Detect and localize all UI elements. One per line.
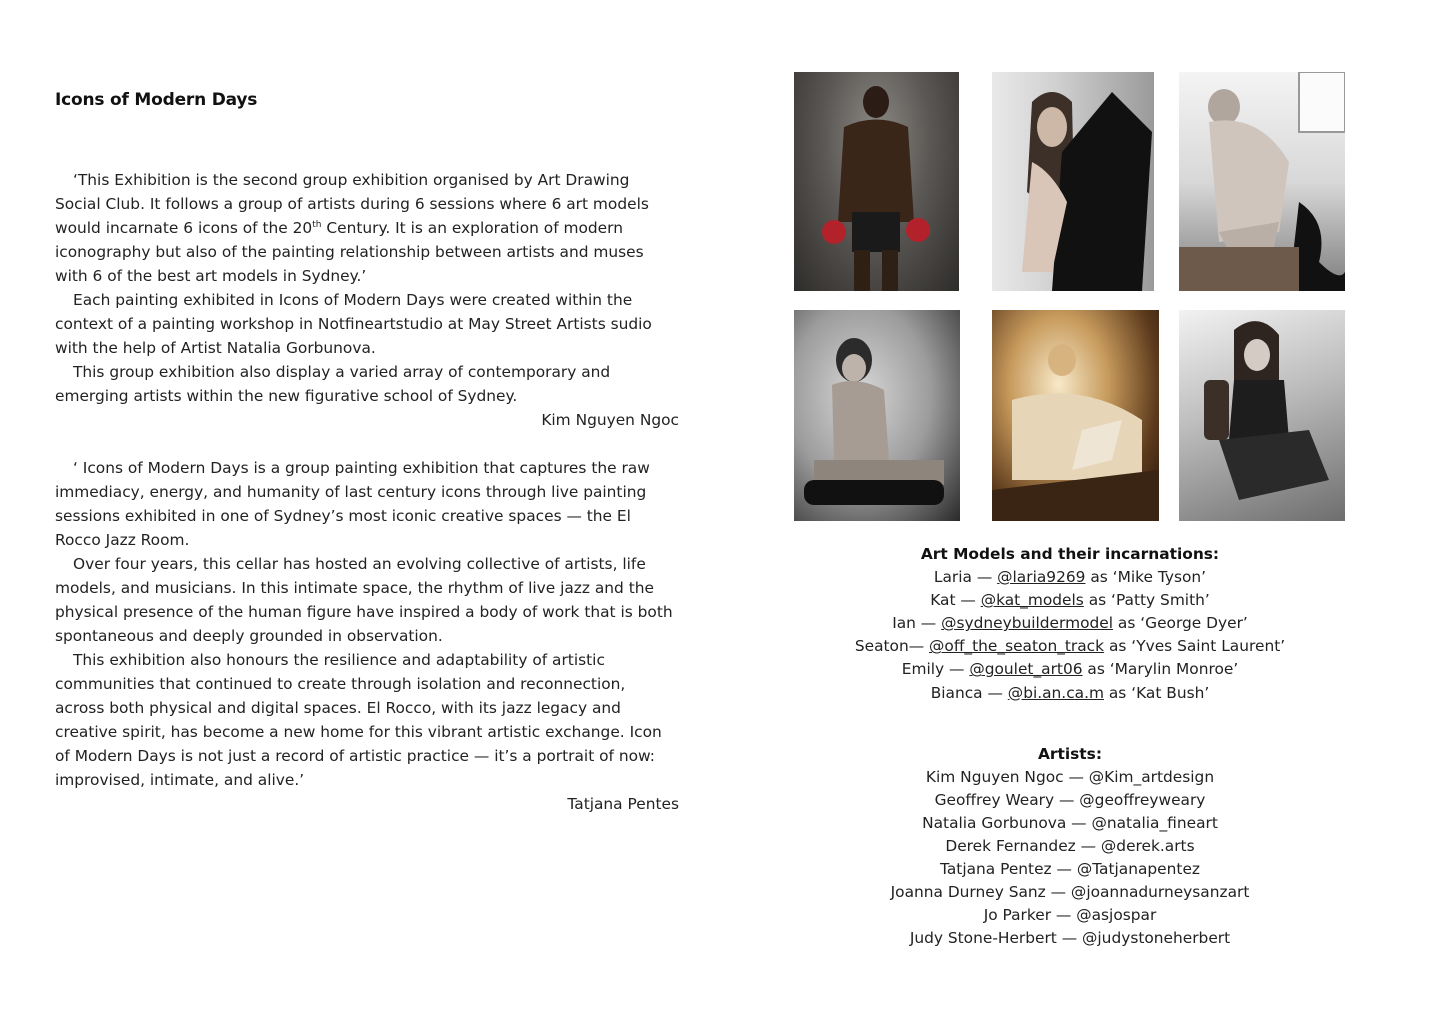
model-handle-link[interactable]: @sydneybuildermodel — [941, 614, 1114, 633]
model-handle-link[interactable]: @goulet_art06 — [969, 660, 1083, 679]
credits-column — [790, 543, 1350, 951]
artists-heading: Artists: — [1038, 744, 1102, 763]
statement1-paragraph-1: ‘This Exhibition is the second group exhibition organised by Art Drawing Social Club. It follows a group of artists during 6 sessions where 6 art models would incarnate 6 icons of the 20th Century. It is an exploration of modern iconography but also of the painting relationship between artists and muses with 6 of the best art models in Sydney.’ — [55, 171, 649, 285]
statement1-paragraph-2: Each painting exhibited in Icons of Modern Days were created within the context of a painting workshop in Notfineartstudio at May Street Artists sudio with the help of Artist Natalia Gorbunova. — [55, 291, 652, 357]
artist-credit: Geoffrey Weary — @geoffreyweary — [934, 790, 1206, 809]
models-heading: Art Models and their incarnations: — [920, 545, 1220, 563]
artist-credit: Jo Parker — @asjospar — [983, 906, 1157, 925]
statements-column — [55, 168, 679, 816]
model-credit-kat: Kat — @kat_models as ‘Patty Smith’ — [930, 591, 1210, 610]
model-photo-1 — [794, 72, 959, 291]
statement2-paragraph-3: This exhibition also honours the resilience and adaptability of artistic communities that continued to create through isolation and reconnection, across both physical and digital spaces. El Rocco, with its jazz legacy and creative spirit, has become a new home for this vibrant artistic exchange. Icon of Modern Days is not just a record of artistic practice — it’s a portrait of now: improvised, intimate, and alive.’ — [55, 651, 662, 789]
statement2-paragraph-2: Over four years, this cellar has hosted an evolving collective of artists, life models, and musicians. In this intimate space, the rhythm of live jazz and the physical presence of the human figure have inspired a body of work that is both spontaneous and deeply grounded in observation. — [55, 555, 673, 645]
artist-credit: Kim Nguyen Ngoc — @Kim_artdesign — [925, 767, 1215, 786]
statement2-signature: Tatjana Pentes — [567, 795, 679, 813]
model-credit-bianca: Bianca — @bi.an.ca.m as ‘Kat Bush’ — [930, 683, 1210, 702]
model-credit-seaton: Seaton— @off_the_seaton_track as ‘Yves Saint Laurent’ — [854, 637, 1286, 656]
model-photo-2 — [992, 72, 1154, 291]
statement1-paragraph-3: This group exhibition also display a varied array of contemporary and emerging artists within the new figurative school of Sydney. — [55, 363, 611, 405]
model-credit-emily: Emily — @goulet_art06 as ‘Marylin Monroe’ — [901, 660, 1239, 679]
model-photo-4 — [794, 310, 960, 521]
artist-credit: Tatjana Pentez — @Tatjanapentez — [940, 860, 1200, 879]
model-photo-5 — [992, 310, 1159, 521]
model-handle-link[interactable]: @bi.an.ca.m — [1007, 683, 1104, 702]
artist-credit: Natalia Gorbunova — @natalia_fineart — [922, 813, 1218, 832]
model-handle-link[interactable]: @laria9269 — [997, 568, 1086, 587]
model-credit-ian: Ian — @sydneybuildermodel as ‘George Dyer’ — [892, 614, 1248, 633]
model-photo-6 — [1179, 310, 1345, 521]
artist-credit: Derek Fernandez — @derek.arts — [945, 837, 1195, 856]
artist-credit: Joanna Durney Sanz — @joannadurneysanzart — [890, 883, 1250, 902]
artist-credit: Judy Stone-Herbert — @judystoneherbert — [909, 929, 1231, 948]
statement2-paragraph-1: ‘ Icons of Modern Days is a group painting exhibition that captures the raw immediacy, energy, and humanity of last century icons through live painting sessions exhibited in one of Sydney’s most iconic creative spaces — the El Rocco Jazz Room. — [55, 459, 650, 549]
model-credit-laria: Laria — @laria9269 as ‘Mike Tyson’ — [933, 568, 1207, 587]
statement1-signature: Kim Nguyen Ngoc — [541, 411, 679, 429]
page-title: Icons of Modern Days — [55, 90, 258, 110]
model-photo-3 — [1179, 72, 1345, 291]
model-handle-link[interactable]: @kat_models — [980, 591, 1084, 610]
model-handle-link[interactable]: @off_the_seaton_track — [929, 637, 1105, 656]
